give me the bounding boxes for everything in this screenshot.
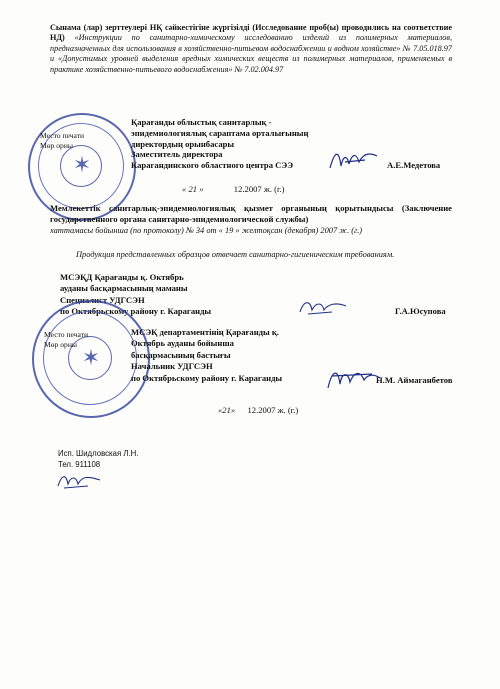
- intro-ref: «Инструкции по санитарно-химическому исследованию изделий из полимерных материалов, предназначенных для использования в хозяйственно-питьевом водоснабжении и водном хозяйстве» № 7.05.018.97 и «Допустимых уровней выделения вредных химических веществ из полимерных материалов, применяемых в практике хозяйственно-питьевого водоснабжения» № 7.02.004.97: [50, 33, 452, 74]
- conclusion-statement: Продукция представленных образцов отвечает санитарно-гигиеническим требованиям.: [76, 250, 395, 259]
- official-seal-2: ✶: [32, 300, 150, 418]
- signer2-name: Г.А.Юсупова: [395, 306, 446, 316]
- signer1-block: Қарағанды облыстық санитарлық - эпидемиологиялық сараптама орталығының директордың орынбасары Заместитель директора Карагандинского областного центра СЭЭ: [131, 117, 309, 171]
- signer3-name: Н.М. Аймаганбетов: [376, 375, 453, 385]
- stamp1-labels: Место печати Мөр орны: [40, 131, 85, 150]
- signature-medetova: [325, 148, 385, 174]
- official-seal-1: ✶: [28, 113, 136, 221]
- signature-yusupova: [296, 296, 352, 320]
- signer3-date: «21» 12.2007 ж. (г.): [218, 405, 299, 415]
- conclusion-title: Мемлекеттік санитарлық-эпидемиологиялық қызмет органының қорытындысы (Заключение государственного органа санитарно-эпидемиологической службы): [50, 203, 452, 224]
- intro-paragraph: [50, 23, 452, 75]
- signature-shidlovskaya: [54, 470, 108, 492]
- conclusion-protocol: хаттамасы бойынша (по протоколу) № 34 от « 19 » желтоқсан (декабря) 2007 ж. (г.): [50, 226, 363, 235]
- intro-kz: Сынама (лар) зерттеулері НҚ сәйкестігіне жүргізілді (Исследование проб(ы) проводились на соответствие НД): [50, 23, 452, 43]
- signer1-name: А.Е.Медетова: [387, 160, 441, 170]
- signer2-block: МСЭҚД Қарағанды қ. Октябрь ауданы басқармасының маманы Специалист УДГСЭН по Октябрьскому району г. Караганды: [60, 272, 212, 317]
- signer1-date: « 21 » 12.2007 ж. (г.): [182, 184, 285, 194]
- stamp2-labels: Место печати Мөр орны: [44, 330, 89, 349]
- signer3-block: МСЭҚ департаментінің Қарағанды қ. Октябрь ауданы бойынша басқармасының бастығы Начальник УДГСЭН по Октябрьскому району г. Караганды: [131, 327, 283, 383]
- footer-executor: Исп. Шидловская Л.Н. Тел. 911108: [58, 449, 139, 469]
